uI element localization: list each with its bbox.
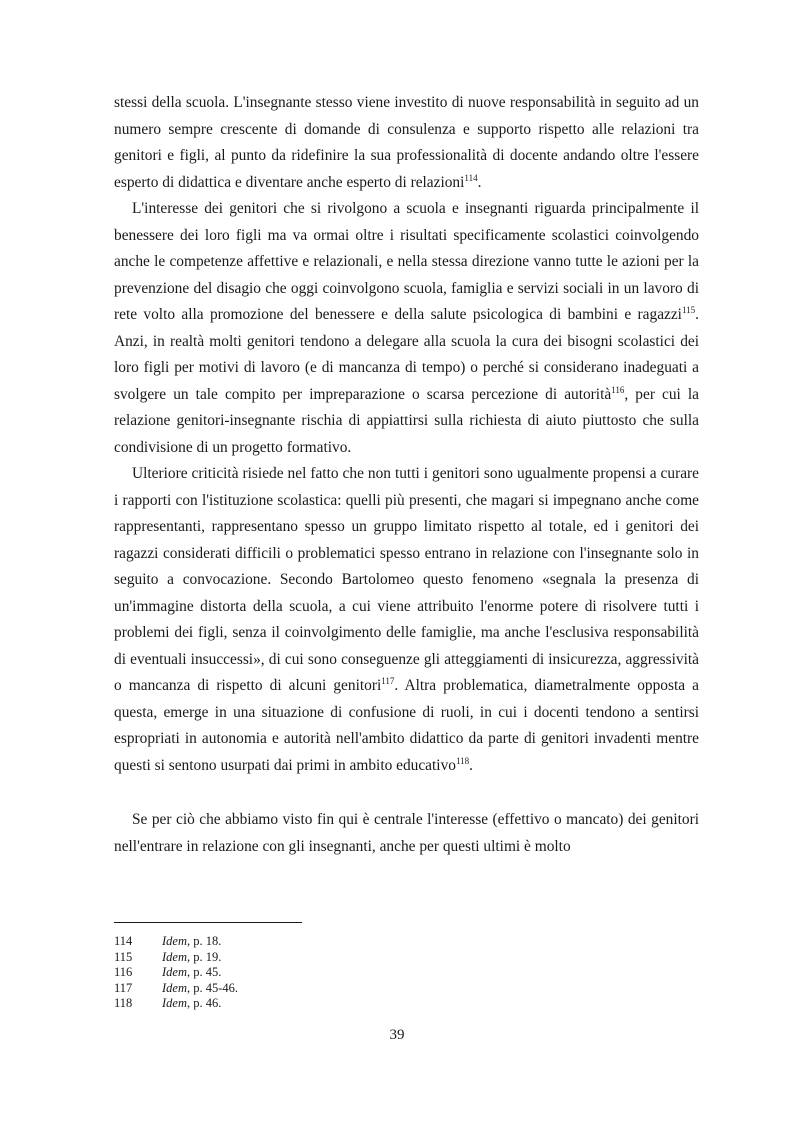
footnote-number: 115 bbox=[114, 949, 133, 964]
footnote-source: Idem bbox=[162, 980, 187, 995]
footnotes bbox=[114, 934, 514, 1012]
footnote bbox=[114, 950, 514, 966]
footnote-text bbox=[162, 934, 221, 950]
footnote-source: Idem bbox=[162, 934, 187, 948]
footnote-ref[interactable]: 116 bbox=[611, 384, 625, 395]
paragraph-text: stessi della scuola. L'insegnante stesso viene investito di nuove responsabilità in seguito ad un numero sempre crescente di domande di consulenza e supporto rispetto alle relazioni tra genitori e figli, al punto da ridefinire la sua professionalità di docente andando oltre l'essere esperto di didattica e diventare anche esperto di relazioni bbox=[114, 94, 699, 191]
footnote-pages: , p. 18. bbox=[187, 934, 222, 948]
footnote-number: 116 bbox=[114, 965, 133, 979]
footnote-pages: , p. 19. bbox=[187, 949, 222, 964]
page-number: 39 bbox=[389, 1027, 405, 1043]
paragraph-text: L'interesse dei genitori che si rivolgono a scuola e insegnanti riguarda principalmente il benessere dei loro figli ma va ormai oltre i risultati specificamente scolastici coinvolgendo anche le competenze affettive e relazionali, e nella stessa direzione vanno tutte le azioni per la prevenzione del disagio che oggi coinvolgono scuola, famiglia e servizi sociali in un lavoro di rete volto alla promozione del benessere e della salute psicologica di bambini e ragazzi bbox=[114, 200, 699, 323]
footnote-ref[interactable]: 115 bbox=[681, 304, 696, 315]
footnote-pages: , p. 45. bbox=[187, 965, 222, 979]
footnote bbox=[114, 965, 514, 981]
footnote-separator bbox=[114, 922, 302, 923]
paragraph-text: . bbox=[477, 173, 482, 191]
footnote-text bbox=[162, 981, 238, 997]
footnote-text bbox=[162, 996, 221, 1012]
paragraph-text: , per cui la relazione genitori-insegnante rischia di appiattirsi sulla richiesta di aiuto piuttosto che sulla condivisione di un progetto formativo. bbox=[114, 385, 700, 456]
footnote-source: Idem bbox=[162, 996, 187, 1010]
footnote bbox=[114, 981, 514, 997]
footnote-source: Idem bbox=[162, 965, 187, 979]
footnote-pages: , p. 45-46. bbox=[187, 980, 239, 995]
paragraph bbox=[114, 196, 699, 461]
footnote-text bbox=[162, 965, 221, 981]
footnote bbox=[114, 996, 514, 1012]
paragraph bbox=[114, 461, 699, 779]
footnote-number: 118 bbox=[114, 996, 133, 1010]
footnote-pages: , p. 46. bbox=[187, 996, 222, 1010]
footnote bbox=[114, 934, 514, 950]
paragraph bbox=[114, 807, 699, 860]
footnote-number: 117 bbox=[114, 980, 133, 995]
footnote-source: Idem bbox=[162, 949, 187, 964]
footnote-ref[interactable]: 114 bbox=[464, 172, 478, 183]
paragraph-gap bbox=[114, 779, 699, 807]
paragraph-text: . Anzi, in realtà molti genitori tendono a delegare alla scuola la cura dei bisogni scolastici dei loro figli per motivi di lavoro (e di mancanza di tempo) o perché si considerano inadeguati a svolgere un tale compito per impreparazione o scarsa percezione di autorità bbox=[114, 306, 699, 403]
paragraph bbox=[114, 90, 699, 196]
footnote-ref[interactable]: 118 bbox=[455, 755, 470, 766]
paragraph-text: Ulteriore criticità risiede nel fatto che non tutti i genitori sono ugualmente propensi a curare i rapporti con l'istituzione scolastica: quelli più presenti, che magari si impegnano anche come rappresentanti, rappresentano spesso un gruppo limitato rispetto al totale, ed i genitori dei ragazzi considerati difficili o problematici spesso entrano in relazione con l'insegnante solo in seguito a convocazione. Secondo Bartolomeo questo fenomeno «segnala la presenza di un'immagine distorta della scuola, a cui viene attribuito l'enorme potere di risolvere tutti i problemi dei figli, senza il coinvolgimento delle famiglie, ma anche l'esclusiva responsabilità di eventuali insuccessi», di cui sono conseguenze gli atteggiamenti di insicurezza, aggressività o mancanza di rispetto di alcuni genitori bbox=[114, 465, 699, 694]
footnote-text bbox=[162, 950, 221, 966]
paragraph-text: Se per ciò che abbiamo visto fin qui è centrale l'interesse (effettivo o mancato) dei genitori nell'entrare in relazione con gli insegnanti, anche per questi ultimi è molto bbox=[114, 811, 699, 855]
footnote-number: 114 bbox=[114, 934, 133, 948]
footnote-ref[interactable]: 117 bbox=[381, 675, 395, 686]
paragraph-text: . bbox=[469, 756, 473, 774]
paragraph-text: . Altra problematica, diametralmente opposta a questa, emerge in una situazione di confusione di ruoli, in cui i docenti tendono a sentirsi espropriati in autonomia e autorità nell'ambito didattico da parte di genitori invadenti mentre questi si sentono usurpati dai primi in ambito educativo bbox=[114, 677, 699, 774]
main-text bbox=[114, 90, 699, 860]
